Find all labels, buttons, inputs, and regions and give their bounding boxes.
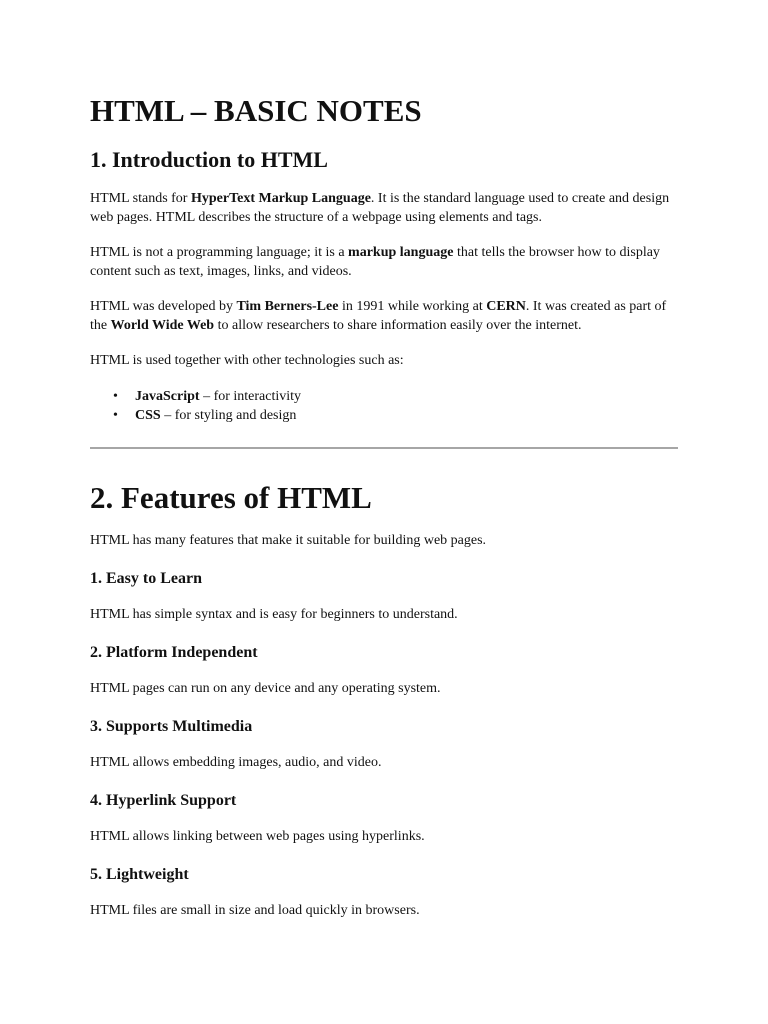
features-intro: HTML has many features that make it suitable for building web pages. — [90, 533, 487, 548]
technologies-list — [90, 388, 301, 425]
bold-term: World Wide Web — [110, 317, 215, 333]
bullet-icon: • — [113, 389, 118, 404]
list-item — [90, 407, 301, 426]
list-term: JavaScript — [135, 389, 200, 404]
bold-term: HyperText Markup Language — [190, 191, 371, 206]
feature-title: 5. Lightweight — [90, 866, 189, 883]
bold-term: Tim Berners-Lee — [236, 299, 339, 314]
text-run: HTML is not a programming language; it is a — [90, 245, 349, 260]
text-run: . It is the standard language used to create and design web pages. HTML describes the structure of a webpage using elements and tags. — [90, 191, 670, 225]
text-run: in 1991 while working at — [338, 299, 487, 314]
page-title: HTML – BASIC NOTES — [90, 93, 422, 128]
feature-desc: HTML files are small in size and load quickly in browsers. — [90, 903, 420, 918]
intro-paragraph-4: HTML is used together with other technologies such as: — [90, 353, 404, 368]
list-item — [90, 388, 301, 407]
feature-desc: HTML has simple syntax and is easy for beginners to understand. — [90, 607, 458, 622]
section-heading-features: 2. Features of HTML — [90, 480, 372, 515]
section-divider — [90, 447, 678, 449]
intro-paragraph-1 — [90, 190, 680, 227]
text-run: to allow researchers to share information easily over the internet. — [214, 317, 582, 333]
list-term: CSS — [135, 407, 161, 423]
bold-term: CERN — [486, 299, 526, 314]
text-run: that tells the browser how to display content such as text, images, links, and videos. — [90, 245, 660, 279]
bullet-icon: • — [113, 407, 118, 423]
feature-title: 2. Platform Independent — [90, 644, 258, 661]
feature-desc: HTML allows embedding images, audio, and video. — [90, 755, 382, 770]
bold-term: markup language — [348, 245, 454, 260]
text-run: . It was created as part of the — [90, 299, 667, 333]
section-heading-introduction: 1. Introduction to HTML — [90, 147, 328, 172]
text-run: HTML stands for — [90, 191, 191, 206]
intro-paragraph-2 — [90, 244, 680, 281]
feature-title: 1. Easy to Learn — [90, 570, 202, 587]
feature-title: 4. Hyperlink Support — [90, 792, 237, 809]
list-desc: – for styling and design — [160, 407, 297, 423]
feature-desc: HTML allows linking between web pages using hyperlinks. — [90, 829, 425, 844]
feature-desc: HTML pages can run on any device and any operating system. — [90, 681, 441, 696]
text-run: HTML was developed by — [90, 299, 237, 314]
list-desc: – for interactivity — [199, 389, 302, 404]
intro-paragraph-3 — [90, 298, 680, 335]
feature-title: 3. Supports Multimedia — [90, 718, 253, 735]
